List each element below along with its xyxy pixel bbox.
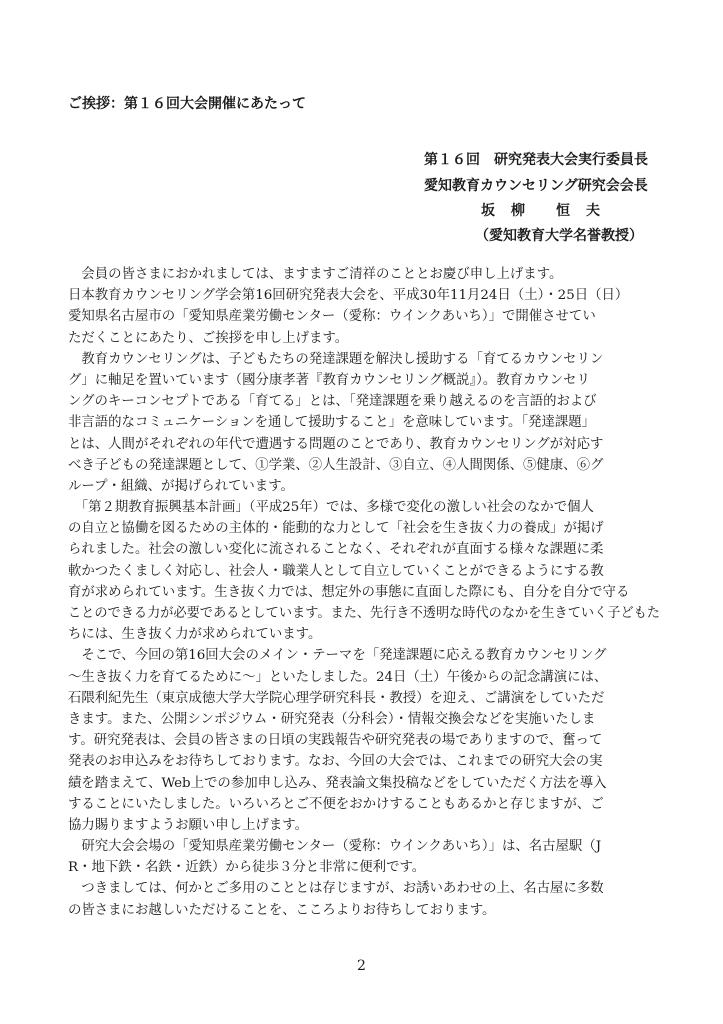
body-text-line: ループ・組織、が掲げられています。 xyxy=(68,478,294,494)
body-text-line: グ」に軸足を置いています（國分康孝著『教育カウンセリング概説』）。教育カウンセリ xyxy=(68,372,590,388)
body-text-line: の自立と協働を図るための主体的・能動的な力として「社会を生き抜く力の養成」が掲げ xyxy=(68,521,604,537)
body-text-line: きます。また、公開シンポジウム・研究発表（分科会）・情報交換会などを実施いたしま xyxy=(68,711,596,727)
body-text-line: 教育カウンセリングは、子どもたちの発達課題を解決し援助する「育てるカウンセリン xyxy=(68,351,604,367)
body-text-line: つきましては、何かとご多用のこととは存じますが、お誘いあわせの上、名古屋に多数 xyxy=(68,881,604,897)
body-text-line: 軟かつたくましく対応し、社会人・職業人として自立していくことができるようにする教 xyxy=(68,563,604,579)
body-text-line: の皆さまにお越しいただけることを、こころよりお待ちしております。 xyxy=(68,902,496,918)
signature-author-name: 坂 柳 恒 夫 xyxy=(481,203,601,219)
body-text-line: 石隈利紀先生（東京成徳大学大学院心理学研究科長・教授）を迎え、ご講演をしていただ xyxy=(68,690,605,706)
body-text-line: られました。社会の激しい変化に流されることなく、それぞれが直面する様々な課題に柔 xyxy=(68,542,604,558)
body-text-line: 育が求められています。生き抜く力では、想定外の事態に直面した際にも、自分を自分で守る xyxy=(68,584,630,600)
body-text-line: べき子どもの発達課題として、①学業、②人生設計、③自立、④人間関係、⑤健康、⑥グ xyxy=(68,457,604,473)
body-text-line: す。研究発表は、会員の皆さまの日頃の実践報告や研究発表の場でありますので、奮って xyxy=(68,733,603,749)
body-text-line: 発表のお申込みをお待ちしております。なお、今回の大会では、これまでの研究大会の実 xyxy=(68,754,603,770)
body-text-line: ングのキーコンセプトである「育てる」とは、「発達課題を乗り越えるのを言語的および xyxy=(68,394,597,410)
body-text-line: 「第２期教育振興基本計画」（平成25年）では、多様で変化の激しい社会のなかで個人 xyxy=(68,500,594,516)
body-text-line: ～生き抜く力を育てるために～」といたしました。24日（土）午後からの記念講演には、 xyxy=(68,669,608,685)
page-title: ご挨拶：第１６回大会開催にあたって xyxy=(68,96,306,112)
body-text xyxy=(68,264,660,921)
body-text-line: 研究大会会場の「愛知県産業労働センター（愛称：ウインクあいち）」は、名古屋駅（J xyxy=(68,839,602,855)
body-text-line: 会員の皆さまにおかれましては、ますますご清祥のこととお慶び申し上げます。 xyxy=(68,267,563,282)
body-text-line: ちには、生き抜く力が求められています。 xyxy=(68,627,322,643)
body-text-line: 愛知県名古屋市の「愛知県産業労働センター（愛称：ウインクあいち）」で開催させてい xyxy=(68,309,596,325)
signature-committee-title: 第１６回 研究発表大会実行委員長 xyxy=(424,152,648,168)
body-text-line: ことのできる力が必要であるとしています。また、先行き不透明な時代のなかを生きていく子どもた xyxy=(68,606,660,621)
body-text-line: 協力賜りますようお願い申し上げます。 xyxy=(68,817,308,833)
body-text-line: そこで、今回の第16回大会のメイン・テーマを「発達課題に応える教育カウンセリング xyxy=(68,648,607,664)
body-text-line: 非言語的なコミュニケーションを通して援助すること」を意味しています。「発達課題」 xyxy=(68,415,596,431)
body-text-line: ただくことにあたり、ご挨拶を申し上げます。 xyxy=(68,330,349,346)
body-text-line: とは、人間がそれぞれの年代で遭遇する問題のことであり、教育カウンセリングが対応す xyxy=(68,436,604,452)
signature-author-affiliation: （愛知教育大学名誉教授） xyxy=(475,228,643,244)
body-text-line: することにいたしました。いろいろとご不便をおかけすることもあるかと存じますが、ご xyxy=(68,796,604,812)
page-number: 2 xyxy=(357,958,366,974)
body-text-line: R・地下鉄・名鉄・近鉄）から徒歩３分と非常に便利です。 xyxy=(68,860,426,876)
signature-association-title: 愛知教育カウンセリング研究会会長 xyxy=(424,178,648,194)
body-text-line: 績を踏まえて、Web上での参加申し込み、発表論文集投稿などをしていただく方法を導入 xyxy=(68,775,607,791)
body-text-line: 日本教育カウンセリング学会第16回研究発表大会を、平成30年11月24日（土）・25日（日） xyxy=(68,288,629,304)
